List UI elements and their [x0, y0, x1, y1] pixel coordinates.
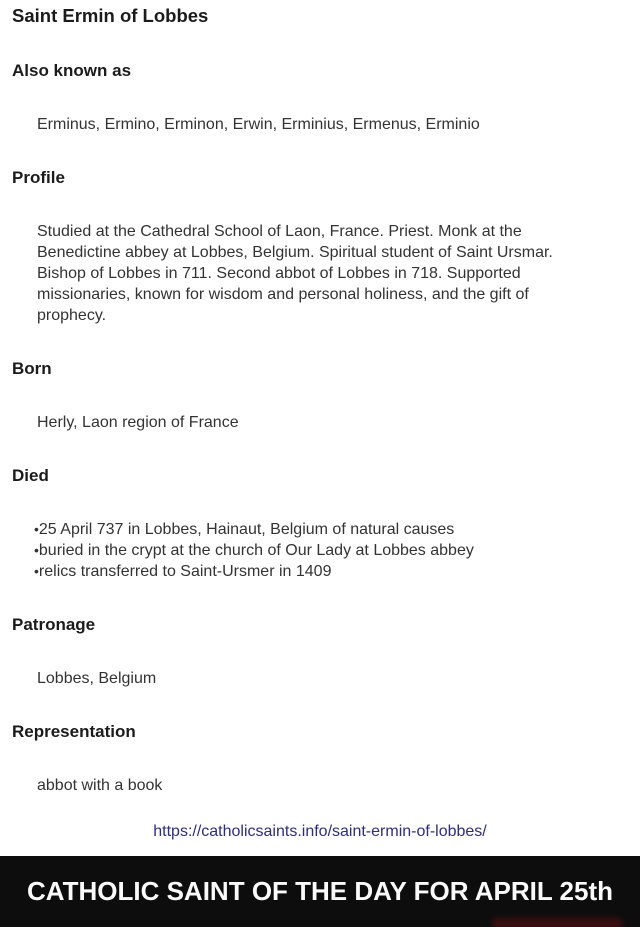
section-heading-born: Born [12, 359, 52, 378]
died-list [34, 519, 597, 582]
section-heading-also-known-as: Also known as [12, 61, 132, 80]
section-heading-patronage: Patronage [12, 615, 96, 634]
also-known-as-names: Erminus, Ermino, Erminon, Erwin, Erminius, Ermenus, Erminio [37, 116, 480, 133]
watermark [492, 918, 622, 927]
footer-banner [0, 856, 640, 927]
section-heading-profile: Profile [12, 168, 65, 187]
died-list-item: • buried in the crypt at the church of Our Lady at Lobbes abbey [34, 540, 597, 561]
patronage-text: Lobbes, Belgium [37, 670, 157, 687]
section-heading-representation: Representation [12, 722, 136, 741]
section-heading-died: Died [12, 466, 49, 485]
source-link-row [0, 822, 640, 842]
banner-text: CATHOLIC SAINT OF THE DAY FOR APRIL 25th [26, 876, 613, 906]
representation-text: abbot with a book [37, 777, 163, 794]
died-list-item: • relics transferred to Saint-Ursmer in 1409 [34, 561, 597, 582]
died-list-item: • 25 April 737 in Lobbes, Hainaut, Belgium of natural causes [34, 519, 597, 540]
page-title: Saint Ermin of Lobbes [12, 5, 209, 26]
born-text: Herly, Laon region of France [37, 414, 239, 431]
profile-text: Studied at the Cathedral School of Laon, France. Priest. Monk at the Benedictine abbey at Lobbes, Belgium. Spiritual student of Saint Ursmar. Bishop of Lobbes in 711. Second abbot of Lobbes in 718. Supported missionaries, known for wisdom and personal holiness, and the gift of prophecy. [37, 223, 553, 324]
source-link[interactable]: https://catholicsaints.info/saint-ermin-of-lobbes/ [153, 823, 487, 840]
